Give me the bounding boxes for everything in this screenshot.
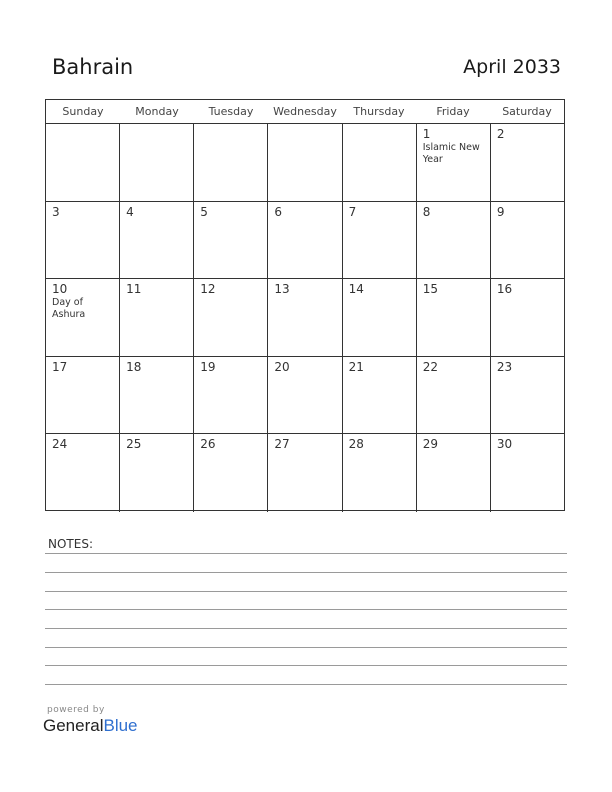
logo-blue-text: Blue	[103, 716, 138, 735]
day-cell	[120, 124, 194, 201]
day-cell	[491, 434, 564, 512]
day-number: 8	[422, 204, 431, 219]
week-row	[46, 434, 564, 512]
logo-general-text: General	[43, 716, 104, 735]
day-cell	[46, 202, 120, 279]
day-number: 12	[200, 282, 216, 297]
day-cell	[194, 279, 268, 356]
notes-label: NOTES:	[48, 537, 93, 551]
day-cell	[194, 202, 268, 279]
day-cell	[46, 279, 120, 356]
day-number: 3	[52, 204, 60, 219]
day-cell	[417, 434, 491, 512]
day-number: 4	[126, 204, 134, 219]
day-cell	[194, 124, 268, 201]
day-cell	[46, 434, 120, 512]
note-line	[45, 609, 567, 610]
day-number: 25	[126, 437, 142, 452]
day-cell	[343, 434, 417, 512]
day-number: 19	[200, 359, 216, 374]
day-number: 14	[348, 282, 364, 297]
day-number: 7	[348, 204, 357, 219]
day-cell	[343, 279, 417, 356]
note-line	[45, 553, 567, 554]
day-cell	[46, 124, 120, 201]
weekday-friday: Friday	[436, 105, 470, 118]
day-cell	[343, 124, 417, 201]
day-cell	[417, 357, 491, 434]
day-number: 20	[274, 359, 290, 374]
weekday-sunday: Sunday	[62, 105, 104, 118]
weekday-wednesday: Wednesday	[273, 105, 337, 118]
day-number: 22	[422, 359, 438, 374]
weekday-saturday: Saturday	[502, 105, 552, 118]
generalblue-logo	[43, 716, 138, 736]
country-title: Bahrain	[52, 55, 134, 79]
week-row	[46, 202, 564, 280]
day-number: 6	[274, 204, 283, 219]
day-cell	[268, 202, 342, 279]
day-number: 28	[348, 437, 364, 452]
day-cell	[46, 357, 120, 434]
day-number: 26	[200, 437, 216, 452]
note-line	[45, 665, 567, 666]
day-cell	[194, 357, 268, 434]
day-number: 2	[496, 127, 505, 141]
weekday-header-row	[46, 100, 564, 124]
day-number: 9	[496, 204, 505, 219]
week-row	[46, 279, 564, 357]
day-number: 1	[422, 127, 431, 141]
day-cell	[491, 357, 564, 434]
week-row	[46, 357, 564, 435]
day-number: 15	[422, 282, 438, 297]
day-cell	[120, 202, 194, 279]
day-cell	[417, 124, 491, 201]
day-cell	[194, 434, 268, 512]
note-line	[45, 628, 567, 629]
day-cell	[343, 202, 417, 279]
note-line	[45, 684, 567, 685]
weekday-thursday: Thursday	[353, 105, 405, 118]
day-number: 21	[348, 359, 364, 374]
day-number: 29	[422, 437, 438, 452]
weekday-tuesday: Tuesday	[208, 105, 254, 118]
day-number: 23	[496, 359, 513, 374]
day-number: 13	[274, 282, 290, 297]
day-cell	[491, 124, 564, 201]
note-line	[45, 591, 567, 592]
day-cell	[120, 434, 194, 512]
day-cell	[268, 434, 342, 512]
day-cell	[417, 279, 491, 356]
week-row	[46, 124, 564, 202]
day-cell	[417, 202, 491, 279]
day-cell	[120, 357, 194, 434]
holiday-label: Islamic New Year	[422, 142, 480, 165]
holiday-label: Day of Ashura	[52, 297, 86, 321]
month-year-title: April 2033	[463, 56, 561, 78]
day-cell	[268, 124, 342, 201]
day-number: 30	[496, 437, 513, 452]
day-number: 5	[200, 204, 208, 219]
note-line	[45, 647, 567, 648]
day-number: 17	[52, 359, 68, 374]
day-number: 27	[274, 437, 290, 452]
day-cell	[268, 357, 342, 434]
day-number: 18	[126, 359, 142, 374]
calendar-grid	[45, 99, 565, 511]
day-number: 16	[496, 282, 513, 297]
powered-by-text: powered by	[47, 705, 105, 715]
day-cell	[491, 279, 564, 356]
day-cell	[120, 279, 194, 356]
day-cell	[268, 279, 342, 356]
weeks-container	[46, 124, 564, 512]
day-cell	[343, 357, 417, 434]
note-line	[45, 572, 567, 573]
day-number: 10	[52, 282, 68, 297]
day-number: 11	[126, 282, 142, 297]
day-number: 24	[52, 437, 68, 452]
weekday-monday: Monday	[135, 105, 179, 118]
day-cell	[491, 202, 564, 279]
